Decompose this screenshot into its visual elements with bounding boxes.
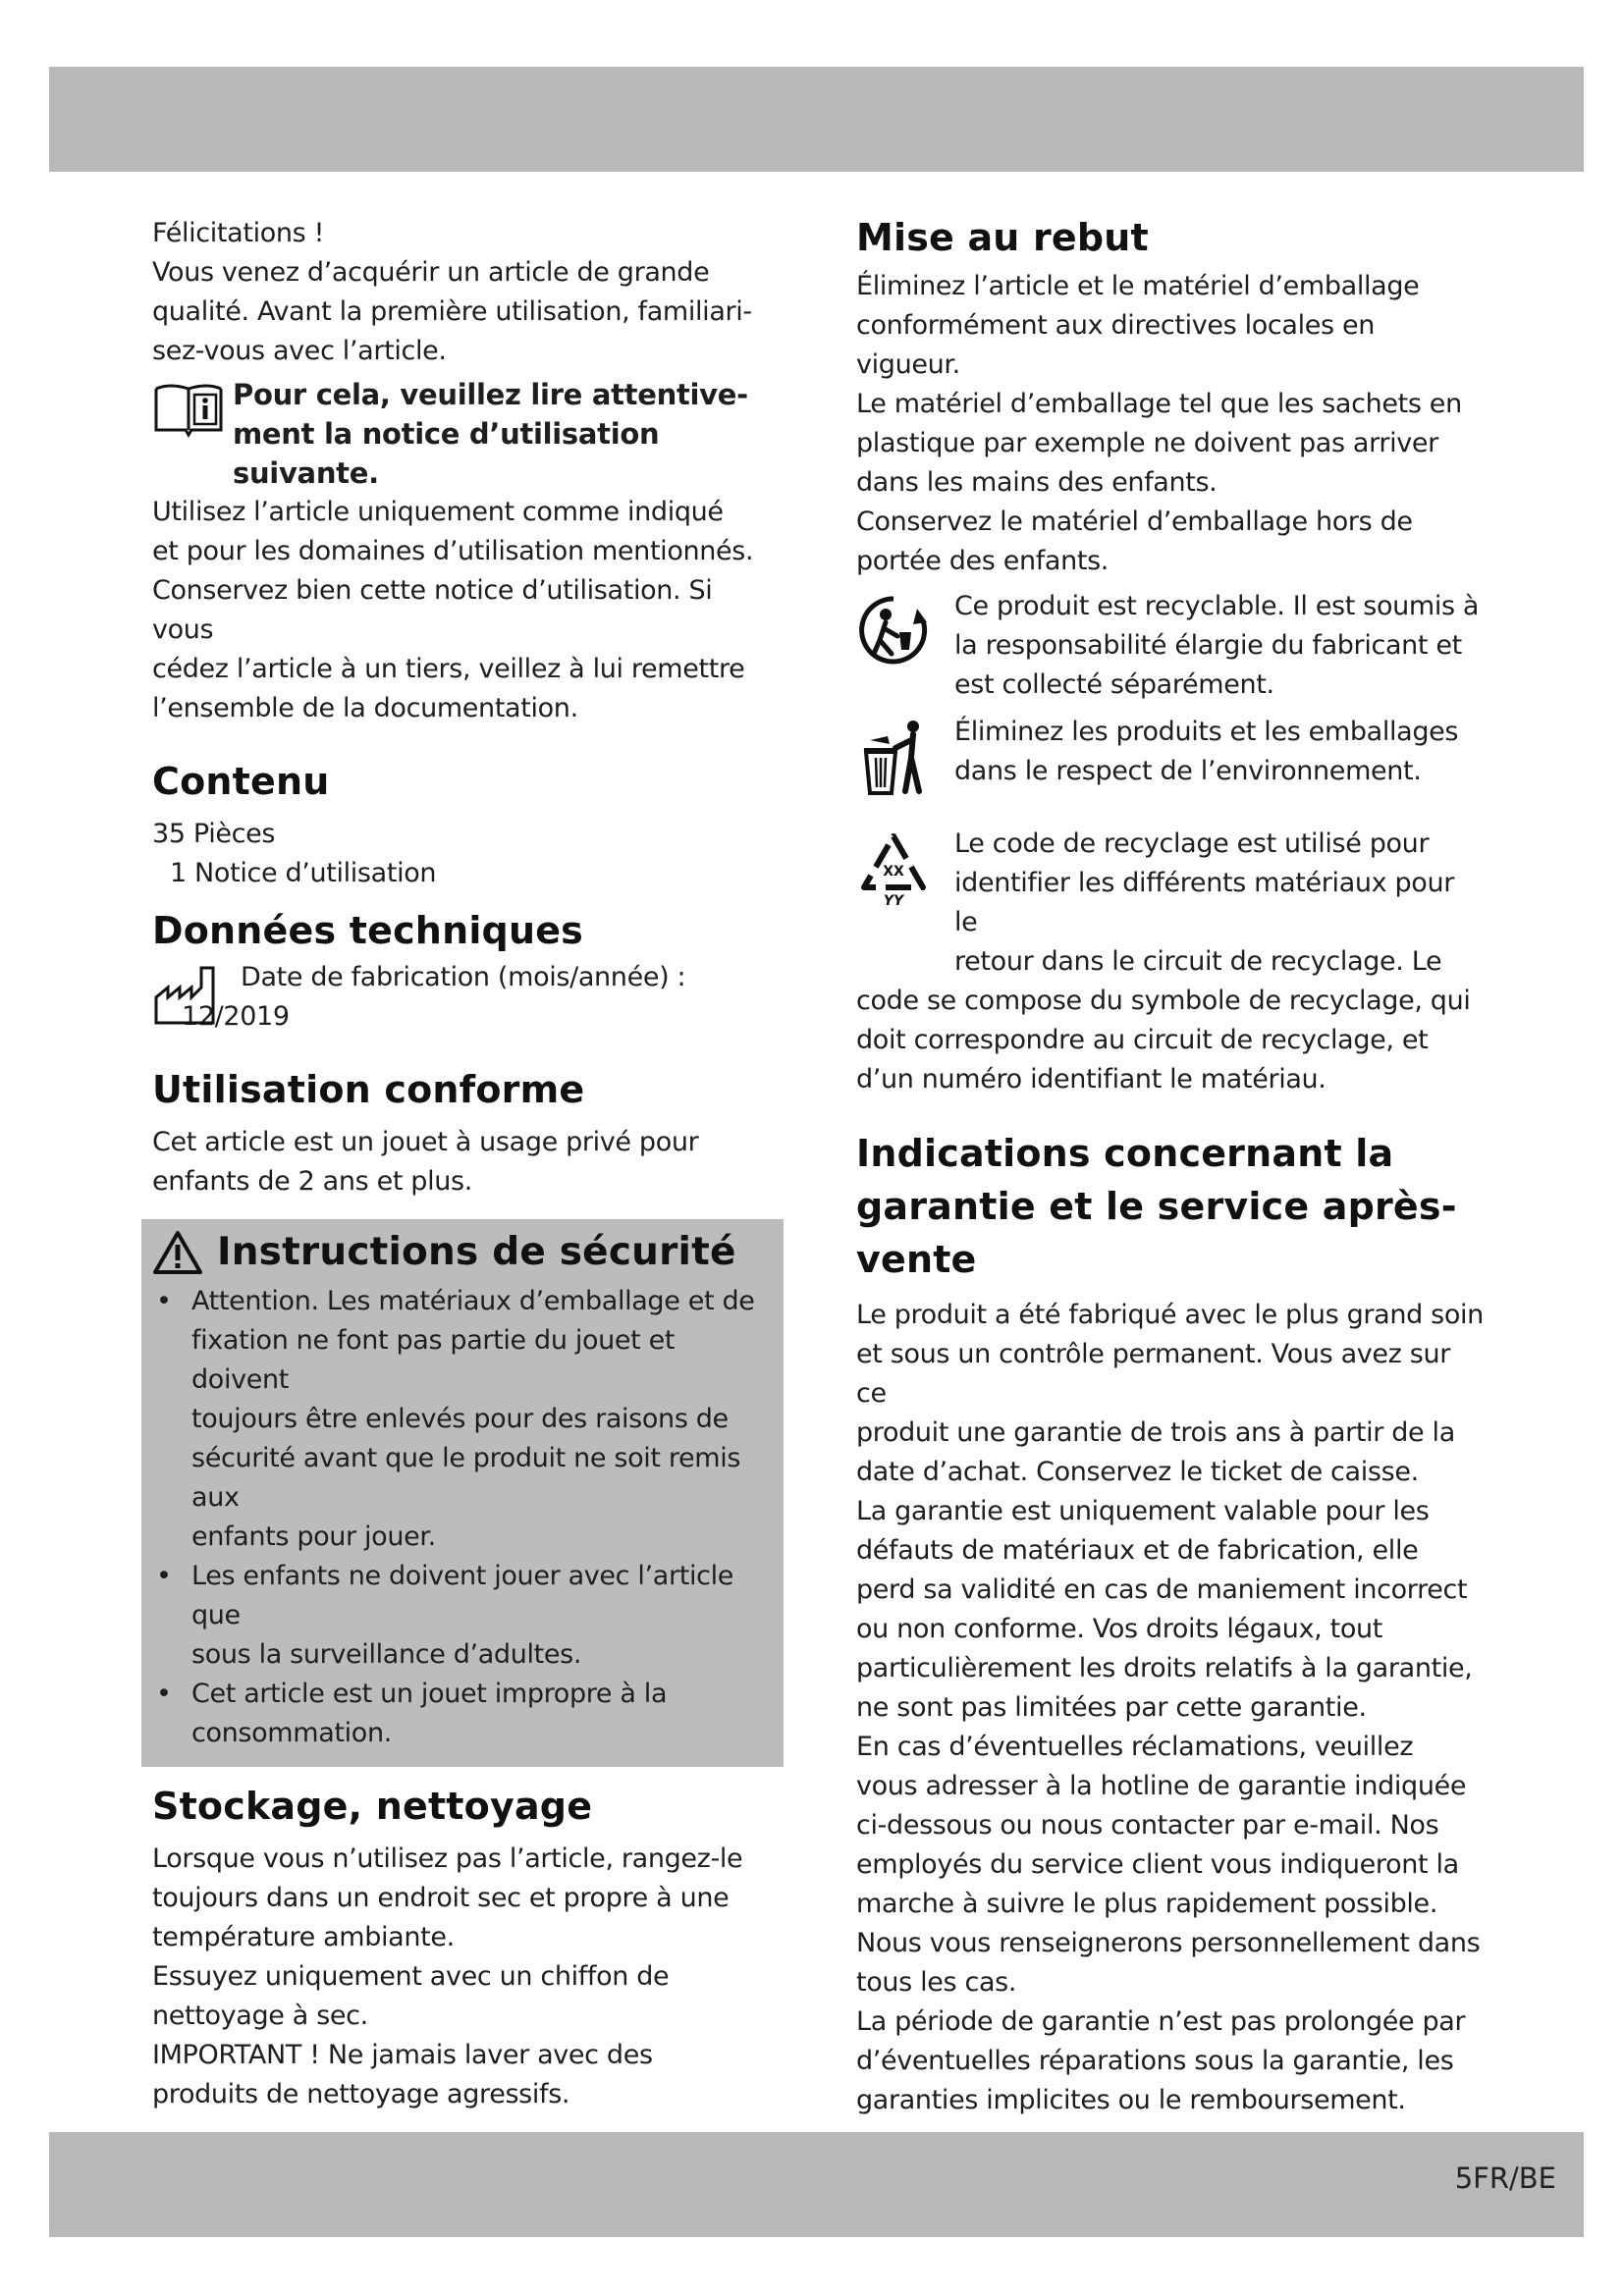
storage-line: produits de nettoyage agressifs. (152, 2079, 570, 2109)
footer-band (49, 2132, 1584, 2237)
warranty-line: et sous un contrôle permanent. Vous avez sur ce (856, 1339, 1450, 1409)
technical-heading: Données techniques (152, 909, 583, 952)
warning-icon (152, 1230, 203, 1275)
manufacture-date-label: Date de fabrication (mois/année) : (241, 962, 686, 992)
disposal-line: portée des enfants. (856, 546, 1110, 576)
warranty-line: Le produit a été fabriqué avec le plus grand soin (856, 1300, 1484, 1330)
intro-line: sez-vous avec l’article. (152, 336, 447, 366)
note-line: Pour cela, veuillez lire attentive- (233, 378, 748, 411)
warranty-line: vous adresser à la hotline de garantie indiquée (856, 1771, 1467, 1801)
disposal-line: plastique par exemple ne doivent pas arriver (856, 428, 1438, 458)
recycling-code-notice (856, 825, 1485, 982)
warranty-heading-line: Indications concernant la (856, 1132, 1394, 1175)
disposal-heading: Mise au rebut (856, 216, 1149, 259)
usage-line: cédez l’article à un tiers, veillez à lui remettre (152, 654, 745, 684)
recycling-code-bottom: YY (883, 893, 904, 909)
safety-heading (152, 1229, 766, 1276)
recyclable-notice (856, 587, 1485, 705)
warranty-line: ou non conforme. Vos droits légaux, tout (856, 1614, 1383, 1644)
warranty-line: particulièrement les droits relatifs à la garantie, (856, 1653, 1473, 1683)
code-line: d’un numéro identifiant le matériau. (856, 1064, 1326, 1095)
bin-line: dans le respect de l’environnement. (954, 756, 1422, 786)
header-band (49, 67, 1584, 172)
safety-list (152, 1282, 766, 1753)
disposal-line: Conservez le matériel d’emballage hors de (856, 507, 1413, 537)
code-line: code se compose du symbole de recyclage, qui (856, 986, 1471, 1016)
bin-line: Éliminez les produits et les emballages (954, 717, 1459, 747)
manual-book-icon (152, 381, 225, 438)
safety-line: sécurité avant que le produit ne soit remis aux (191, 1443, 741, 1513)
warranty-heading-line: garantie et le service après- (856, 1185, 1457, 1228)
safety-line: toujours être enlevés pour des raisons de (191, 1404, 729, 1434)
storage-line: Essuyez uniquement avec un chiffon de (152, 1961, 670, 1992)
read-manual-note (152, 375, 781, 493)
safety-line: Les enfants ne doivent jouer avec l’article que (191, 1561, 734, 1630)
storage-line: toujours dans un endroit sec et propre à une (152, 1883, 730, 1913)
note-line: ment la notice d’utilisation suivante. (233, 417, 660, 490)
intro-line: qualité. Avant la première utilisation, familiari- (152, 296, 752, 327)
usage-line: et pour les domaines d’utilisation mentionnés. (152, 536, 754, 566)
warranty-line: La garantie est uniquement valable pour les (856, 1496, 1430, 1526)
disposal-line: Le matériel d’emballage tel que les sachets en (856, 389, 1462, 419)
safety-heading-text: Instructions de sécurité (217, 1230, 736, 1274)
recyclable-line: Ce produit est recyclable. Il est soumis à (954, 591, 1480, 621)
warranty-line: Nous vous renseignerons personnellement dans (856, 1928, 1481, 1958)
intended-use-line: enfants de 2 ans et plus. (152, 1166, 472, 1197)
page-number: 5FR/BE (1454, 2162, 1556, 2195)
warranty-line: perd sa validité en cas de maniement incorrect (856, 1575, 1468, 1605)
usage-line: Conservez bien cette notice d’utilisation. Si vous (152, 575, 713, 645)
right-column (856, 214, 1485, 2120)
storage-line: température ambiante. (152, 1922, 455, 1952)
warranty-line: En cas d’éventuelles réclamations, veuillez (856, 1732, 1414, 1762)
safety-line: consommation. (191, 1718, 392, 1748)
congratulations-text: Félicitations ! (152, 218, 325, 248)
warranty-line: ci-dessous ou nous contacter par e-mail. Nos (856, 1810, 1439, 1841)
manufacture-date-value: 12/2019 (182, 1001, 290, 1032)
warranty-line: d’éventuelles réparations sous la garantie, les (856, 2046, 1454, 2076)
intro-line: Vous venez d’acquérir un article de grande (152, 257, 710, 288)
warranty-line: date d’achat. Conservez le ticket de caisse. (856, 1457, 1419, 1487)
safety-item (152, 1282, 766, 1557)
contents-item: 35 Pièces (152, 819, 276, 849)
contents-item: 1 Notice d’utilisation (170, 858, 437, 888)
safety-item (152, 1675, 766, 1753)
warranty-line: ne sont pas limitées par cette garantie. (856, 1692, 1367, 1723)
safety-line: Attention. Les matériaux d’emballage et de (191, 1286, 755, 1316)
warranty-line: employés du service client vous indiqueront la (856, 1849, 1459, 1880)
recycling-person-icon (856, 593, 931, 671)
warranty-line: garanties implicites ou le remboursement. (856, 2085, 1406, 2115)
safety-box (141, 1219, 784, 1767)
code-line: retour dans le circuit de recyclage. Le (954, 946, 1442, 977)
warranty-heading (856, 1127, 1485, 1286)
warranty-line: marche à suivre le plus rapidement possible. (856, 1889, 1438, 1919)
left-column (152, 214, 781, 2114)
intended-use-line: Cet article est un jouet à usage privé pour (152, 1127, 699, 1157)
recyclable-line: la responsabilité élargie du fabricant et (954, 630, 1462, 661)
warranty-line: tous les cas. (856, 1967, 1017, 1998)
code-line: Le code de recyclage est utilisé pour (954, 828, 1430, 859)
warranty-line: défauts de matériaux et de fabrication, elle (856, 1535, 1419, 1566)
disposal-line: Éliminez l’article et le matériel d’emballage (856, 271, 1420, 301)
contents-heading: Contenu (152, 760, 330, 803)
disposal-line: conformément aux directives locales en vigueur. (856, 310, 1375, 380)
disposal-line: dans les mains des enfants. (856, 467, 1218, 498)
storage-heading: Stockage, nettoyage (152, 1785, 593, 1828)
code-line: identifier les différents matériaux pour le (954, 868, 1454, 937)
manufacture-date (152, 958, 781, 1037)
factory-date-icon (152, 964, 223, 1029)
usage-line: Utilisez l’article uniquement comme indiqué (152, 497, 724, 527)
recycling-code-icon (856, 830, 931, 909)
warranty-line: produit une garantie de trois ans à partir de la (856, 1417, 1455, 1448)
safety-line: sous la surveillance d’adultes. (191, 1639, 582, 1670)
recyclable-line: est collecté séparément. (954, 669, 1274, 700)
code-line: doit correspondre au circuit de recyclage, et (856, 1025, 1429, 1055)
warranty-body (856, 1296, 1485, 2120)
bin-notice (856, 713, 1485, 791)
storage-line: IMPORTANT ! Ne jamais laver avec des (152, 2040, 653, 2070)
recycling-code-top: XX (883, 864, 904, 880)
safety-line: Cet article est un jouet impropre à la (191, 1679, 668, 1709)
safety-line: enfants pour jouer. (191, 1522, 436, 1552)
storage-line: nettoyage à sec. (152, 2001, 368, 2031)
trash-bin-person-icon (856, 719, 931, 797)
intended-use-heading: Utilisation conforme (152, 1068, 585, 1111)
safety-line: fixation ne font pas partie du jouet et doivent (191, 1325, 676, 1395)
safety-item (152, 1557, 766, 1675)
warranty-heading-line: vente (856, 1238, 977, 1281)
storage-line: Lorsque vous n’utilisez pas l’article, rangez-le (152, 1843, 743, 1874)
warranty-line: La période de garantie n’est pas prolongée par (856, 2006, 1466, 2037)
usage-line: l’ensemble de la documentation. (152, 693, 578, 723)
